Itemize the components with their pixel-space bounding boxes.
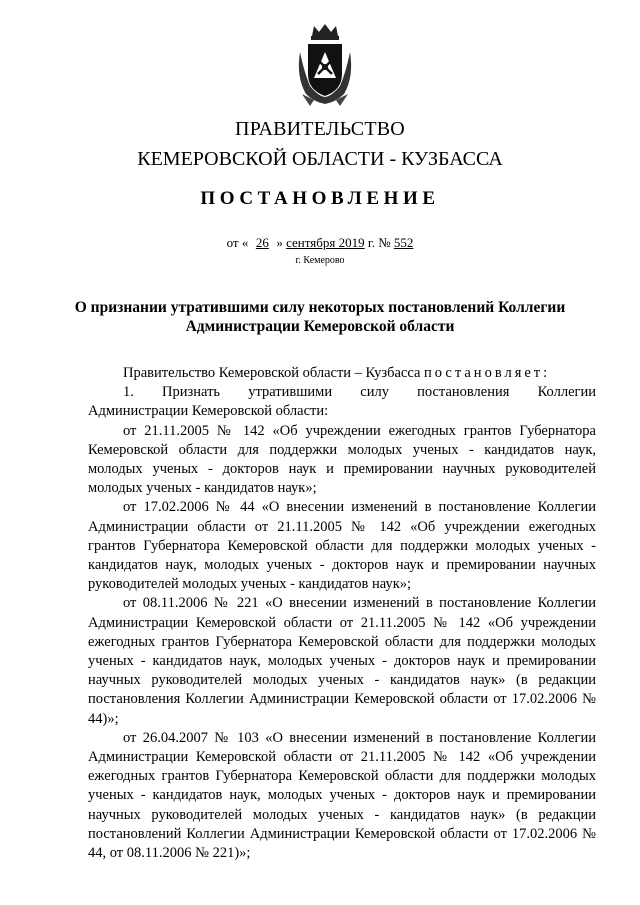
document-body bbox=[88, 364, 596, 863]
decree-type-heading: ПОСТАНОВЛЕНИЕ bbox=[200, 188, 440, 209]
number-prefix: № bbox=[378, 235, 391, 250]
coat-of-arms-icon bbox=[296, 22, 354, 106]
government-name-line1: ПРАВИТЕЛЬСТВО bbox=[235, 118, 405, 140]
preamble-text: Правительство Кемеровской области – Кузбасса bbox=[123, 365, 421, 381]
item-1-word: 1. bbox=[123, 384, 134, 401]
item-1-word: силу bbox=[360, 384, 389, 401]
repealed-decree-3: от 08.11.2006 № 221 «О внесении изменений в постановление Коллегии Администрации Кемеровской области от 21.11.2005 № 142 «Об учреждении ежегодных грантов Губернатора Кемеровской области для поддержки молодых ученых - кандидатов наук, молодых ученых - докторов наук и премировании научных руководителей молодых ученых - кандидатов наук» (в редакции постановления Коллегии Администрации Кемеровской области от 17.02.2006 № 44)»; bbox=[88, 595, 596, 727]
date-month-year: сентября 2019 bbox=[286, 235, 365, 250]
repealed-decree-1: от 21.11.2005 № 142 «Об учреждении ежегодных грантов Губернатора Кемеровской области для поддержки молодых ученых - кандидатов наук, молодых ученых - докторов наук и премировании научных руководителей молодых ученых - кандидатов наук»; bbox=[88, 422, 596, 497]
date-prefix: от « bbox=[226, 235, 249, 250]
item-1-first-line bbox=[88, 383, 596, 402]
item-1-continuation: Администрации Кемеровской области: bbox=[88, 403, 329, 420]
preamble bbox=[88, 364, 596, 383]
item-1-word: утратившими bbox=[248, 384, 333, 401]
item-1-word: постановления bbox=[417, 384, 510, 401]
item-1-word: Признать bbox=[162, 384, 221, 401]
government-name-line2: КЕМЕРОВСКОЙ ОБЛАСТИ - КУЗБАССА bbox=[137, 148, 503, 170]
repealed-decree-4: от 26.04.2007 № 103 «О внесении изменений в постановление Коллегии Администрации Кемеровской области от 21.11.2005 № 142 «Об учреждении ежегодных грантов Губернатора Кемеровской области для поддержки молодых ученых - кандидатов наук, молодых ученых - докторов наук и премировании научных руководителей молодых ученых - кандидатов наук» (в редакции постановлений Коллегии Администрации Кемеровской области от 17.02.2006 № 44, от 08.11.2006 № 221)»; bbox=[88, 729, 596, 862]
city-label: г. Кемерово bbox=[295, 255, 345, 266]
date-mid: » bbox=[276, 235, 283, 250]
date-year-suffix: г. bbox=[367, 235, 375, 250]
decree-number: 552 bbox=[393, 235, 414, 250]
document-title: О признании утратившими силу некоторых постановлений Коллегии Администрации Кемеровской области bbox=[74, 299, 566, 335]
repealed-decree-2: от 17.02.2006 № 44 «О внесении изменений в постановление Коллегии Администрации области от 21.11.2005 № 142 «Об учреждении ежегодных грантов Губернатора Кемеровской области для поддержки молодых ученых - кандидатов наук, молодых ученых - докторов наук и премировании научных руководителей молодых ученых - кандидатов наук»; bbox=[88, 499, 596, 593]
preamble-action: постановляет: bbox=[424, 365, 551, 381]
item-1-word: Коллегии bbox=[537, 384, 596, 401]
decree-dateline bbox=[0, 235, 640, 251]
date-day: 26 bbox=[255, 235, 269, 250]
